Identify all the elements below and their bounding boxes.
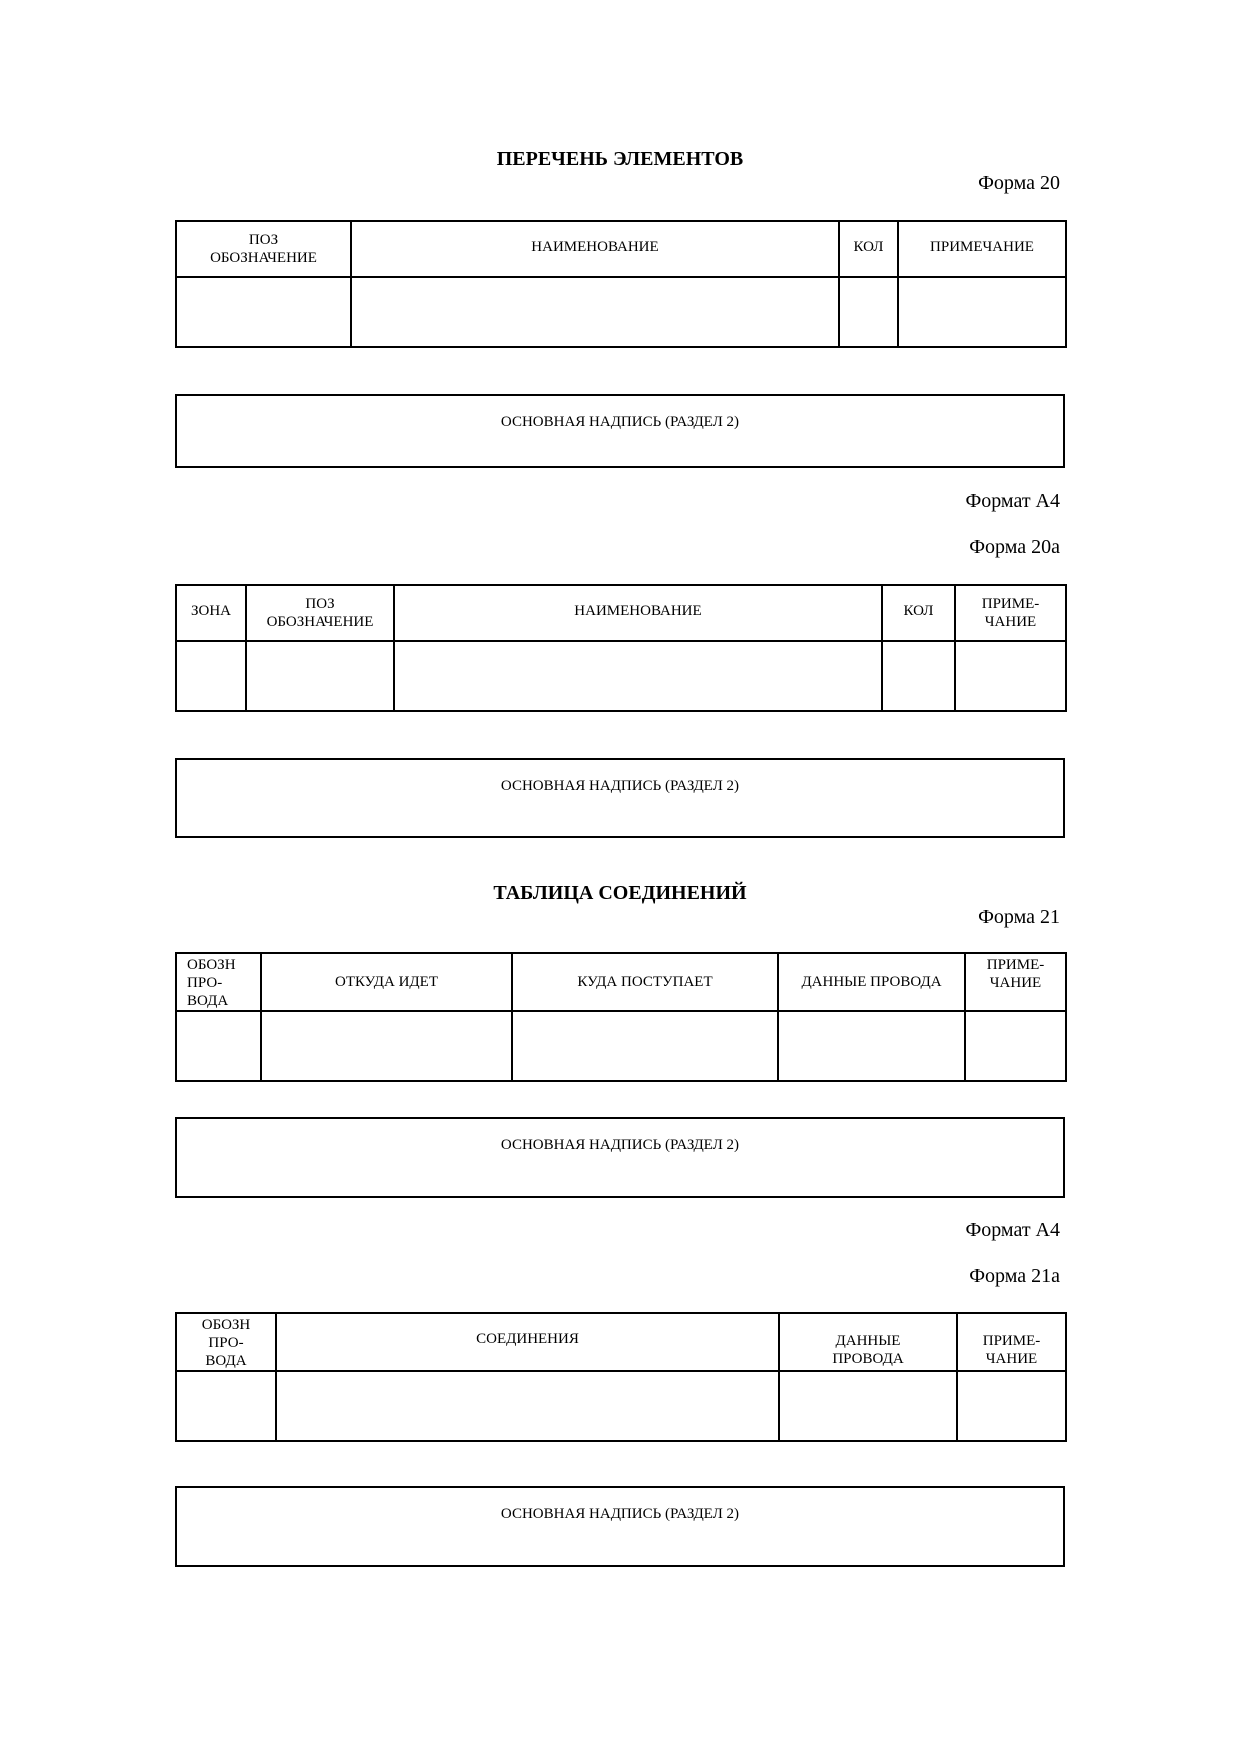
header-poz-line2: ОБОЗНАЧЕНИЕ: [266, 614, 374, 630]
format-a4-label: Формат А4: [965, 490, 1060, 512]
header-note: ПРИМЕЧАНИЕ: [898, 221, 1066, 277]
header-note-line1: ПРИМЕ-: [981, 596, 1040, 612]
cell-to[interactable]: [512, 1011, 778, 1081]
form-21a-table: [175, 1312, 1067, 1442]
title-block-stamp: [175, 1486, 1065, 1567]
cell-wire-designation[interactable]: [176, 1371, 276, 1441]
header-poz: [246, 585, 394, 641]
header-note-line2: ЧАНИЕ: [984, 614, 1037, 630]
cell-note[interactable]: [957, 1371, 1066, 1441]
title-block-text: ОСНОВНАЯ НАДПИСЬ (РАЗДЕЛ 2): [500, 414, 740, 430]
header-poz-line1: ПОЗ: [248, 232, 279, 248]
cell-kol[interactable]: [839, 277, 898, 347]
header-connections: СОЕДИНЕНИЯ: [276, 1313, 779, 1371]
table-row: [176, 641, 1066, 711]
header-kol: КОЛ: [839, 221, 898, 277]
header-wire-data-line1: ДАННЫЕ: [835, 1333, 901, 1349]
header-wire-line2: ПРО-: [208, 1335, 244, 1351]
form-20-label: Форма 20: [978, 172, 1060, 194]
cell-connections[interactable]: [276, 1371, 779, 1441]
form-20a-table: [175, 584, 1067, 712]
table-row: [176, 277, 1066, 347]
cell-poz[interactable]: [176, 277, 351, 347]
header-from: ОТКУДА ИДЕТ: [261, 953, 512, 1011]
table-header-row: [176, 221, 1066, 277]
cell-zone[interactable]: [176, 641, 246, 711]
title-block-text: ОСНОВНАЯ НАДПИСЬ (РАЗДЕЛ 2): [500, 1137, 740, 1153]
header-note-line2: ЧАНИЕ: [985, 1351, 1038, 1367]
header-wire-data: ДАННЫЕ ПРОВОДА: [778, 953, 965, 1011]
header-note: [955, 585, 1066, 641]
cell-wire-data[interactable]: [779, 1371, 957, 1441]
header-wire-line3: ВОДА: [205, 1353, 247, 1369]
header-note: [957, 1313, 1066, 1371]
header-note: [965, 953, 1066, 1011]
header-to: КУДА ПОСТУПАЕТ: [512, 953, 778, 1011]
table-header-row: [176, 585, 1066, 641]
cell-name[interactable]: [351, 277, 839, 347]
form-21a-label: Форма 21а: [969, 1265, 1060, 1287]
header-name: НАИМЕНОВАНИЕ: [351, 221, 839, 277]
header-poz: [176, 221, 351, 277]
form-21-label: Форма 21: [978, 906, 1060, 928]
form-20-table: [175, 220, 1067, 348]
header-poz-line1: ПОЗ: [305, 596, 335, 612]
cell-note[interactable]: [898, 277, 1066, 347]
header-wire-data: [779, 1313, 957, 1371]
cell-poz[interactable]: [246, 641, 394, 711]
cell-note[interactable]: [955, 641, 1066, 711]
cell-wire-data[interactable]: [778, 1011, 965, 1081]
header-note-line2: ЧАНИЕ: [989, 975, 1042, 991]
header-kol: КОЛ: [882, 585, 955, 641]
header-poz-line2: ОБОЗНАЧЕНИЕ: [210, 250, 317, 266]
table-header-row: [176, 1313, 1066, 1371]
header-wire-line2: ПРО-: [187, 975, 223, 991]
form-20a-label: Форма 20а: [969, 536, 1060, 558]
form-21-table: [175, 952, 1067, 1082]
header-wire-line1: ОБОЗН: [187, 957, 236, 973]
header-wire-designation: [176, 953, 261, 1011]
title-block-stamp: [175, 394, 1065, 468]
title-block-text: ОСНОВНАЯ НАДПИСЬ (РАЗДЕЛ 2): [500, 1506, 740, 1522]
header-note-line1: ПРИМЕ-: [982, 1333, 1041, 1349]
title-block-text: ОСНОВНАЯ НАДПИСЬ (РАЗДЕЛ 2): [500, 778, 740, 794]
header-wire-line3: ВОДА: [187, 993, 229, 1009]
table-row: [176, 1011, 1066, 1081]
section-title-connections-table: ТАБЛИЦА СОЕДИНЕНИЙ: [493, 882, 747, 904]
header-wire-designation: [176, 1313, 276, 1371]
table-header-row: [176, 953, 1066, 1011]
header-note-line1: ПРИМЕ-: [986, 957, 1045, 973]
cell-name[interactable]: [394, 641, 882, 711]
format-a4-label: Формат А4: [965, 1219, 1060, 1241]
cell-wire-designation[interactable]: [176, 1011, 261, 1081]
title-block-stamp: [175, 758, 1065, 838]
table-row: [176, 1371, 1066, 1441]
title-block-stamp: [175, 1117, 1065, 1198]
section-title-elements-list: ПЕРЕЧЕНЬ ЭЛЕМЕНТОВ: [496, 148, 744, 170]
header-wire-line1: ОБОЗН: [201, 1317, 251, 1333]
header-zone: ЗОНА: [176, 585, 246, 641]
cell-kol[interactable]: [882, 641, 955, 711]
header-wire-data-line2: ПРОВОДА: [832, 1351, 904, 1367]
cell-from[interactable]: [261, 1011, 512, 1081]
header-name: НАИМЕНОВАНИЕ: [394, 585, 882, 641]
cell-note[interactable]: [965, 1011, 1066, 1081]
